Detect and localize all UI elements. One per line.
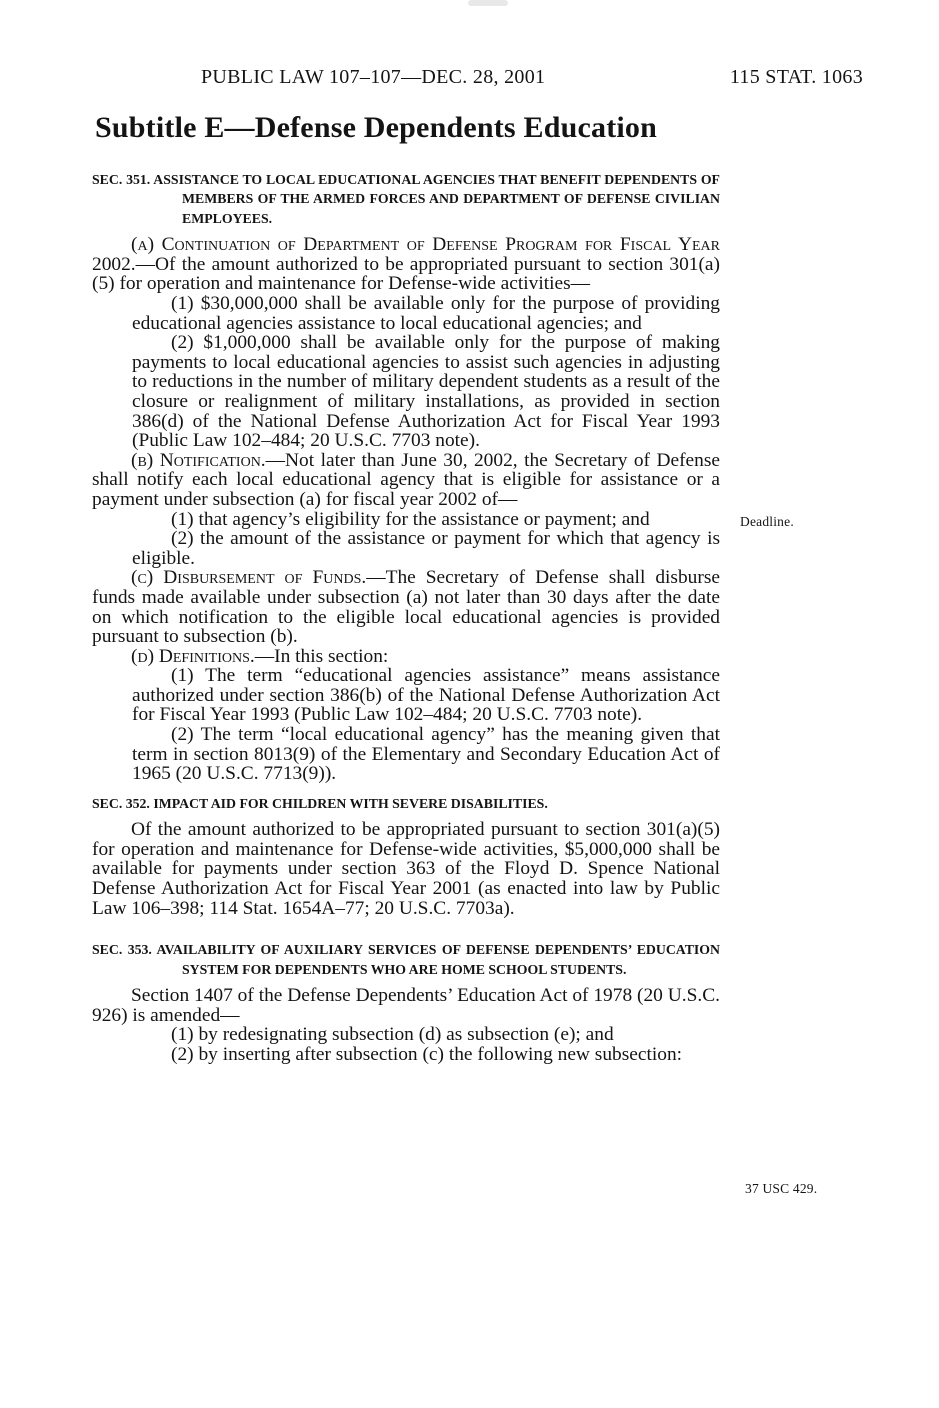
section-351-d-1: (1) The term “educational agencies assistance” means assistance authorized under section 386(b) of the National Defense Authorization Act for Fiscal Year 1993 (Public Law 102–484; 20 U.S.C. 7703 note). bbox=[132, 665, 720, 726]
section-353-text: Section 1407 of the Defense Dependents’ Education Act of 1978 (20 U.S.C. 926) is amended— bbox=[92, 985, 720, 1026]
header-public-law: PUBLIC LAW 107–107—DEC. 28, 2001 bbox=[201, 66, 546, 88]
section-351-a-2: (2) $1,000,000 shall be available only for the purpose of making payments to local educational agencies to assist such agencies in adjusting to reductions in the number of military dependent students as a result of the closure or realignment of military installations, as provided in section 386(d) of the National Defense Authorization Act for Fiscal Year 1993 (Public Law 102–484; 20 U.S.C. 7703 note). bbox=[132, 332, 720, 452]
section-351-c bbox=[92, 568, 720, 646]
subsection-b-label: (b) Notification. bbox=[131, 449, 266, 471]
section-351-d bbox=[92, 647, 720, 667]
section-351-b-1: (1) that agency’s eligibility for the assistance or payment; and bbox=[171, 508, 650, 530]
margin-note-usc-citation: 37 USC 429. bbox=[745, 1181, 818, 1196]
header-stat-page: 115 STAT. 1063 bbox=[729, 66, 863, 88]
subsection-a-label: (a) Continuation of Department of Defense Program for Fiscal Year 2002. bbox=[92, 234, 720, 275]
section-351-a bbox=[92, 235, 720, 294]
document-body bbox=[92, 167, 720, 1064]
section-351-d-2: (2) The term “local educational agency” has the meaning given that term in section 8013(9) of the Elementary and Secondary Education Act of 1965 (20 U.S.C. 7713(9)). bbox=[132, 724, 720, 785]
section-351-heading: SEC. 351. ASSISTANCE TO LOCAL EDUCATIONAL AGENCIES THAT BENEFIT DEPENDENTS OF MEMBERS OF THE ARMED FORCES AND DEPARTMENT OF DEFENSE CIVILIAN EMPLOYEES. bbox=[92, 172, 720, 226]
section-351-b-2: (2) the amount of the assistance or payment for which that agency is eligible. bbox=[132, 528, 720, 569]
section-352-text: Of the amount authorized to be appropriated pursuant to section 301(a)(5) for operation and maintenance for Defense-wide activities, $5,000,000 shall be available for payments under section 363 of the Floyd D. Spence National Defense Authorization Act for Fiscal Year 2001 (as enacted into law by Public Law 106–398; 114 Stat. 1654A–77; 20 U.S.C. 7703a). bbox=[92, 819, 720, 919]
subsection-b-text: —Not later than June 30, 2002, the Secretary of Defense shall notify each local educational agency that is eligible for assistance or a payment under subsection (a) for fiscal year 2002 of— bbox=[92, 449, 720, 510]
section-351-a-1: (1) $30,000,000 shall be available only for the purpose of providing educational agencies assistance to local educational agencies; and bbox=[132, 293, 720, 334]
subsection-d-label: (d) Definitions. bbox=[131, 645, 255, 667]
subtitle-heading: Subtitle E—Defense Dependents Education bbox=[95, 111, 658, 144]
margin-note-deadline: Deadline. bbox=[740, 514, 794, 529]
subsection-c-text: —The Secretary of Defense shall disburse funds made available under subsection (a) not later than 30 days after the date on which notification to the eligible local educational agencies is provided pursuant to subsection (b). bbox=[92, 567, 720, 648]
scan-artifact bbox=[468, 0, 508, 6]
section-352-heading: SEC. 352. IMPACT AID FOR CHILDREN WITH SEVERE DISABILITIES. bbox=[92, 795, 548, 811]
running-header bbox=[201, 66, 863, 92]
subsection-a-text: —Of the amount authorized to be appropriated pursuant to section 301(a)(5) for operation and maintenance for Defense-wide activities— bbox=[92, 253, 720, 295]
section-353-item-1: (1) by redesignating subsection (d) as subsection (e); and bbox=[171, 1024, 614, 1046]
section-353-item-2: (2) by inserting after subsection (c) the following new subsection: bbox=[171, 1043, 683, 1065]
subsection-c-label: (c) Disbursement of Funds. bbox=[131, 567, 367, 589]
section-353-heading: SEC. 353. AVAILABILITY OF AUXILIARY SERVICES OF DEFENSE DEPENDENTS’ EDUCATION SYSTEM FOR DEPENDENTS WHO ARE HOME SCHOOL STUDENTS. bbox=[92, 942, 720, 977]
subsection-d-text: —In this section: bbox=[254, 645, 389, 667]
section-351-b bbox=[92, 451, 720, 510]
